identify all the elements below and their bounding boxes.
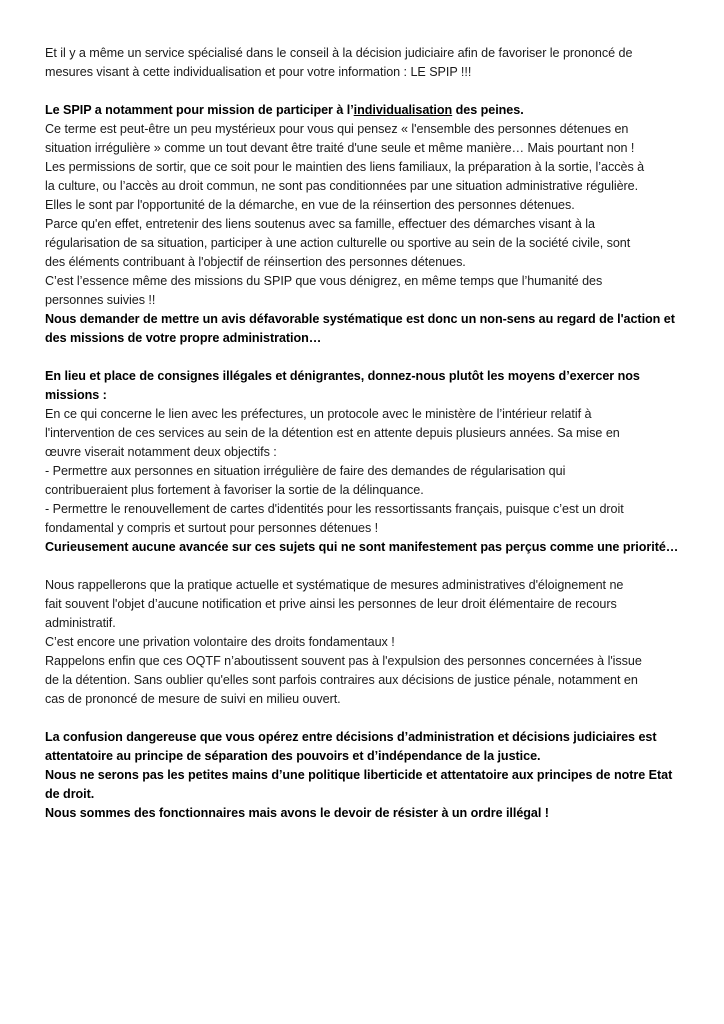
bold-statement-line: Nous sommes des fonctionnaires mais avons le devoir de résister à un ordre illégal ! [45, 806, 549, 820]
text-line: des éléments contribuant à l'objectif de réinsertion des personnes détenues. [45, 255, 466, 269]
text-line: Parce qu'en effet, entretenir des liens soutenus avec sa famille, effectuer des démarches visant à la [45, 217, 595, 231]
text-line: personnes suivies !! [45, 293, 156, 307]
conclusion-section [45, 728, 685, 823]
bold-statement-line: Nous demander de mettre un avis défavorable systématique est donc un non-sens au regard de l'action et [45, 312, 675, 326]
paragraph-spacer [45, 557, 685, 576]
text-line: Et il y a même un service spécialisé dans le conseil à la décision judiciaire afin de favoriser le prononcé de [45, 46, 633, 60]
bold-statement-line: La confusion dangereuse que vous opérez entre décisions d’administration et décisions judiciaires est [45, 730, 657, 744]
bold-statement-line: attentatoire au principe de séparation des pouvoirs et d’indépendance de la justice. [45, 749, 541, 763]
text-line: situation irrégulière » comme un tout devant être traité d'une seule et même manière… Mais pourtant non ! [45, 141, 635, 155]
text-line: Elles le sont par l'opportunité de la démarche, en vue de la réinsertion des personnes détenues. [45, 198, 575, 212]
list-item-line: - Permettre aux personnes en situation irrégulière de faire des demandes de régularisation qui [45, 464, 566, 478]
text-line: œuvre viserait notamment deux objectifs : [45, 445, 277, 459]
oqtf-section [45, 576, 685, 709]
document-page [45, 44, 685, 823]
list-item-line: fondamental y compris et surtout pour personnes détenues ! [45, 521, 379, 535]
text-line: cas de prononcé de mesure de suivi en milieu ouvert. [45, 692, 341, 706]
paragraph-spacer [45, 82, 685, 101]
list-item-line: contribueraient plus fortement à favoriser la sortie de la délinquance. [45, 483, 424, 497]
text-line: l'intervention de ces services au sein de la détention est en attente depuis plusieurs années. Sa mise en [45, 426, 620, 440]
text-line: régularisation de sa situation, participer à une action culturelle ou sportive au sein de la société civile, sont [45, 236, 631, 250]
underlined-term: individualisation [353, 103, 453, 117]
spip-mission-section [45, 101, 685, 348]
text-line: mesures visant à cette individualisation et pour votre information : LE SPIP !!! [45, 65, 472, 79]
text-line: de la détention. Sans oublier qu'elles sont parfois contraires aux décisions de justice pénale, notamment en [45, 673, 638, 687]
text-line: En ce qui concerne le lien avec les préfectures, un protocole avec le ministère de l’intérieur relatif à [45, 407, 592, 421]
text-line: C’est l’essence même des missions du SPIP que vous dénigrez, en même temps que l’humanité des [45, 274, 603, 288]
bold-statement-line: des missions de votre propre administration… [45, 331, 322, 345]
bold-statement-line: de droit. [45, 787, 95, 801]
text-line: Les permissions de sortir, que ce soit pour le maintien des liens familiaux, la préparation à la sortie, l’accès à [45, 160, 645, 174]
section-heading: missions : [45, 388, 107, 402]
section-heading [45, 101, 685, 120]
paragraph-spacer [45, 709, 685, 728]
section-heading: En lieu et place de consignes illégales et dénigrantes, donnez-nous plutôt les moyens d’exercer nos [45, 369, 640, 383]
text-line: C’est encore une privation volontaire des droits fondamentaux ! [45, 635, 395, 649]
text-line: Rappelons enfin que ces OQTF n’aboutissent souvent pas à l'expulsion des personnes concernées à l'issue [45, 654, 642, 668]
text-line: la culture, ou l’accès au droit commun, ne sont pas conditionnées par une situation administrative régulière. [45, 179, 639, 193]
text-line: Nous rappellerons que la pratique actuelle et systématique de mesures administratives d'éloignement ne [45, 578, 624, 592]
bold-statement-line: Curieusement aucune avancée sur ces sujets qui ne sont manifestement pas perçus comme une priorité… [45, 540, 679, 554]
intro-paragraph [45, 44, 685, 82]
bold-statement-line: Nous ne serons pas les petites mains d’une politique liberticide et attentatoire aux principes de notre Etat [45, 768, 673, 782]
text-line: Ce terme est peut-être un peu mystérieux pour vous qui pensez « l'ensemble des personnes détenues en [45, 122, 629, 136]
paragraph-spacer [45, 348, 685, 367]
heading-text-after: des peines. [452, 103, 524, 117]
text-line: administratif. [45, 616, 116, 630]
text-line: fait souvent l'objet d’aucune notification et prive ainsi les personnes de leur droit élémentaire de recours [45, 597, 617, 611]
heading-text-before: Le SPIP a notamment pour mission de participer à l’ [45, 103, 354, 117]
means-request-section [45, 367, 685, 557]
list-item-line: - Permettre le renouvellement de cartes d'identités pour les ressortissants français, puisque c’est un droit [45, 502, 624, 516]
